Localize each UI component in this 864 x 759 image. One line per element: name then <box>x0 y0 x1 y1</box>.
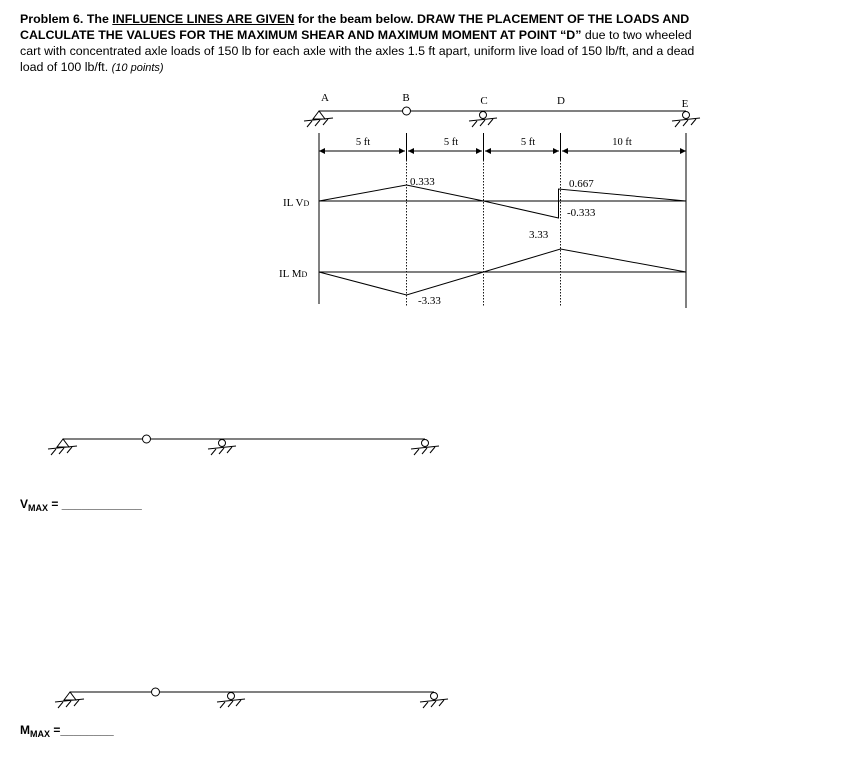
span-bc-label: 5 ft <box>443 137 459 148</box>
span-de-label: 10 ft <box>612 137 632 148</box>
problem-number: Problem 6 <box>20 12 80 26</box>
work-beam-1-hinge <box>143 435 151 443</box>
problem-statement: Problem 6. The INFLUENCE LINES ARE GIVEN for the beam below. DRAW THE PLACEMENT OF THE LOADS AND CALCULATE THE VALUES FOR THE MAXIMUM SHEAR AND MAXIMUM MOMENT AT POINT “D” due to two wheeled cart with concentrated axle loads of 150 lb for each axle with the axles 1.5 ft apart, uniform live load of 150 lb/ft, and a dead load of 100 lb/ft. (10 points) <box>20 12 695 74</box>
il-moment-value-b: -3.33 <box>418 295 441 307</box>
problem-points: (10 points) <box>111 62 164 74</box>
vmax-answer-line: $V_{MAX}$ = ____________ <box>20 497 142 513</box>
work-beam-1-roller-1 <box>208 440 236 456</box>
il-moment-label: IL MD <box>279 268 308 280</box>
influence-lines-diagram <box>279 160 686 308</box>
work-beam-2-hinge <box>152 688 160 696</box>
label-c: C <box>480 95 488 107</box>
hinge-b <box>403 107 411 115</box>
label-d: D <box>557 95 565 107</box>
pin-support-a <box>304 111 333 127</box>
shear-work-beam <box>48 435 439 455</box>
work-beam-2-roller-1 <box>217 693 245 709</box>
il-shear-value-d-right: 0.667 <box>569 178 594 190</box>
il-shear-value-b: 0.333 <box>410 176 435 188</box>
roller-support-c <box>469 112 497 128</box>
mmax-blank[interactable]: ________ <box>60 723 114 737</box>
work-beam-2-pin-support <box>55 692 84 708</box>
problem-underlined-text: INFLUENCE LINES ARE GIVEN <box>112 12 295 26</box>
span-cd-label: 5 ft <box>520 137 536 148</box>
il-shear-value-d-left: -0.333 <box>567 207 596 219</box>
il-shear-label: IL VD <box>283 197 310 209</box>
mmax-answer-line: $M_{MAX}$ =________ <box>20 723 114 739</box>
il-moment-value-d: 3.33 <box>529 229 549 241</box>
work-beam-1-pin-support <box>48 439 77 455</box>
label-b: B <box>402 92 410 104</box>
label-a: A <box>321 92 329 104</box>
vmax-blank[interactable]: ____________ <box>61 497 142 511</box>
main-beam-diagram <box>304 92 700 160</box>
span-ab-label: 5 ft <box>355 137 371 148</box>
moment-work-beam <box>55 688 448 708</box>
work-beam-2-roller-2 <box>420 693 448 709</box>
label-e: E <box>681 98 689 110</box>
roller-support-e <box>672 112 700 128</box>
work-beam-1-roller-2 <box>411 440 439 456</box>
